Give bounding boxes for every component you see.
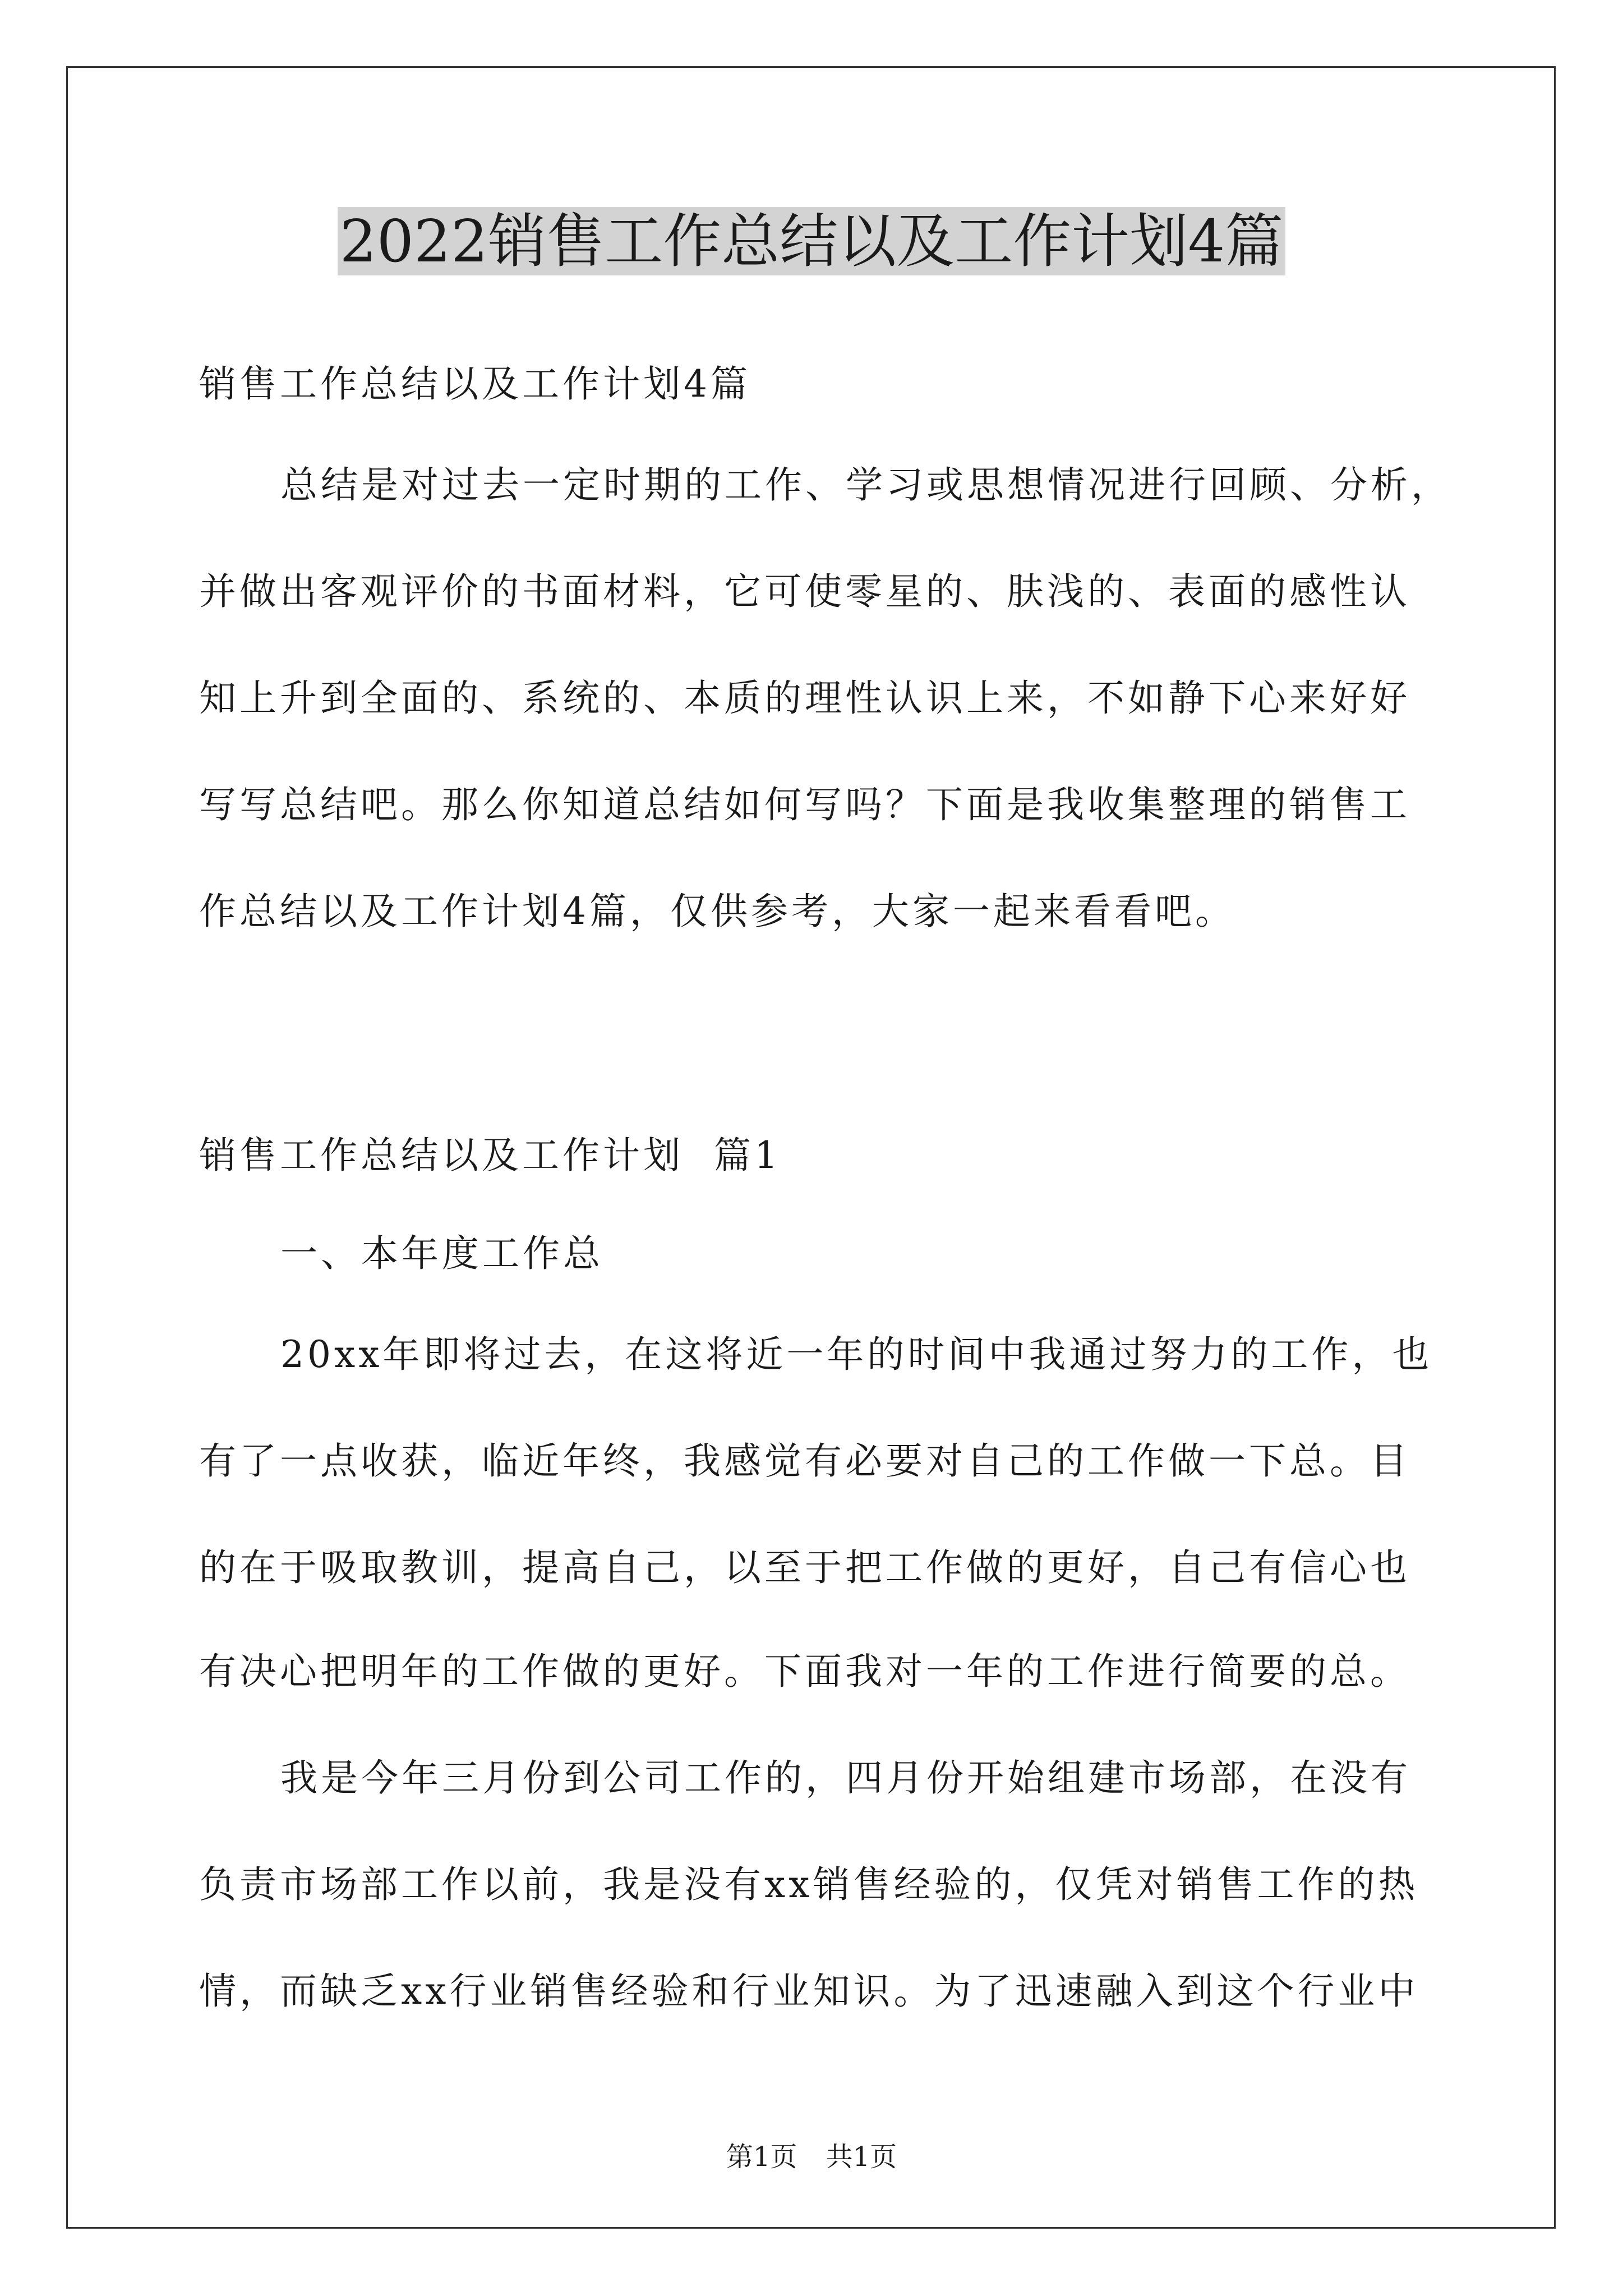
para1-line-1: 20xx年即将过去，在这将近一年的时间中我通过努力的工作，也 [280,1333,1433,1376]
page-number: 第1页 [726,2141,797,2173]
sub-heading: 一、本年度工作总 [280,1232,603,1275]
intro-line-3: 知上升到全面的、系统的、本质的理性认识上来，不如静下心来好好 [199,677,1410,720]
para2-line-1: 我是今年三月份到公司工作的，四月份开始组建市场部，在没有 [280,1756,1411,1800]
intro-line-4: 写写总结吧。那么你知道总结如何写吗？下面是我收集整理的销售工 [199,783,1410,826]
para1-line-2: 有了一点收获，临近年终，我感觉有必要对自己的工作做一下总。目 [199,1439,1410,1483]
subtitle: 销售工作总结以及工作计划4篇 [199,362,751,406]
intro-line-5: 作总结以及工作计划4篇，仅供参考，大家一起来看看吧。 [199,890,1235,933]
page-footer [0,2140,1623,2174]
intro-line-1: 总结是对过去一定时期的工作、学习或思想情况进行回顾、分析， [280,463,1451,507]
para2-line-2: 负责市场部工作以前，我是没有xx销售经验的，仅凭对销售工作的热 [199,1863,1419,1906]
document-title: 2022销售工作总结以及工作计划4篇 [0,202,1623,280]
para1-line-4: 有决心把明年的工作做的更好。下面我对一年的工作进行简要的总。 [199,1650,1410,1693]
page-total: 共1页 [826,2141,897,2173]
section-heading: 销售工作总结以及工作计划 篇1 [199,1134,781,1177]
intro-line-2: 并做出客观评价的书面材料，它可使零星的、肤浅的、表面的感性认 [199,570,1410,613]
para1-line-3: 的在于吸取教训，提高自己，以至于把工作做的更好，自己有信心也 [199,1546,1410,1589]
para2-line-3: 情，而缺乏xx行业销售经验和行业知识。为了迅速融入到这个行业中 [199,1970,1419,2013]
